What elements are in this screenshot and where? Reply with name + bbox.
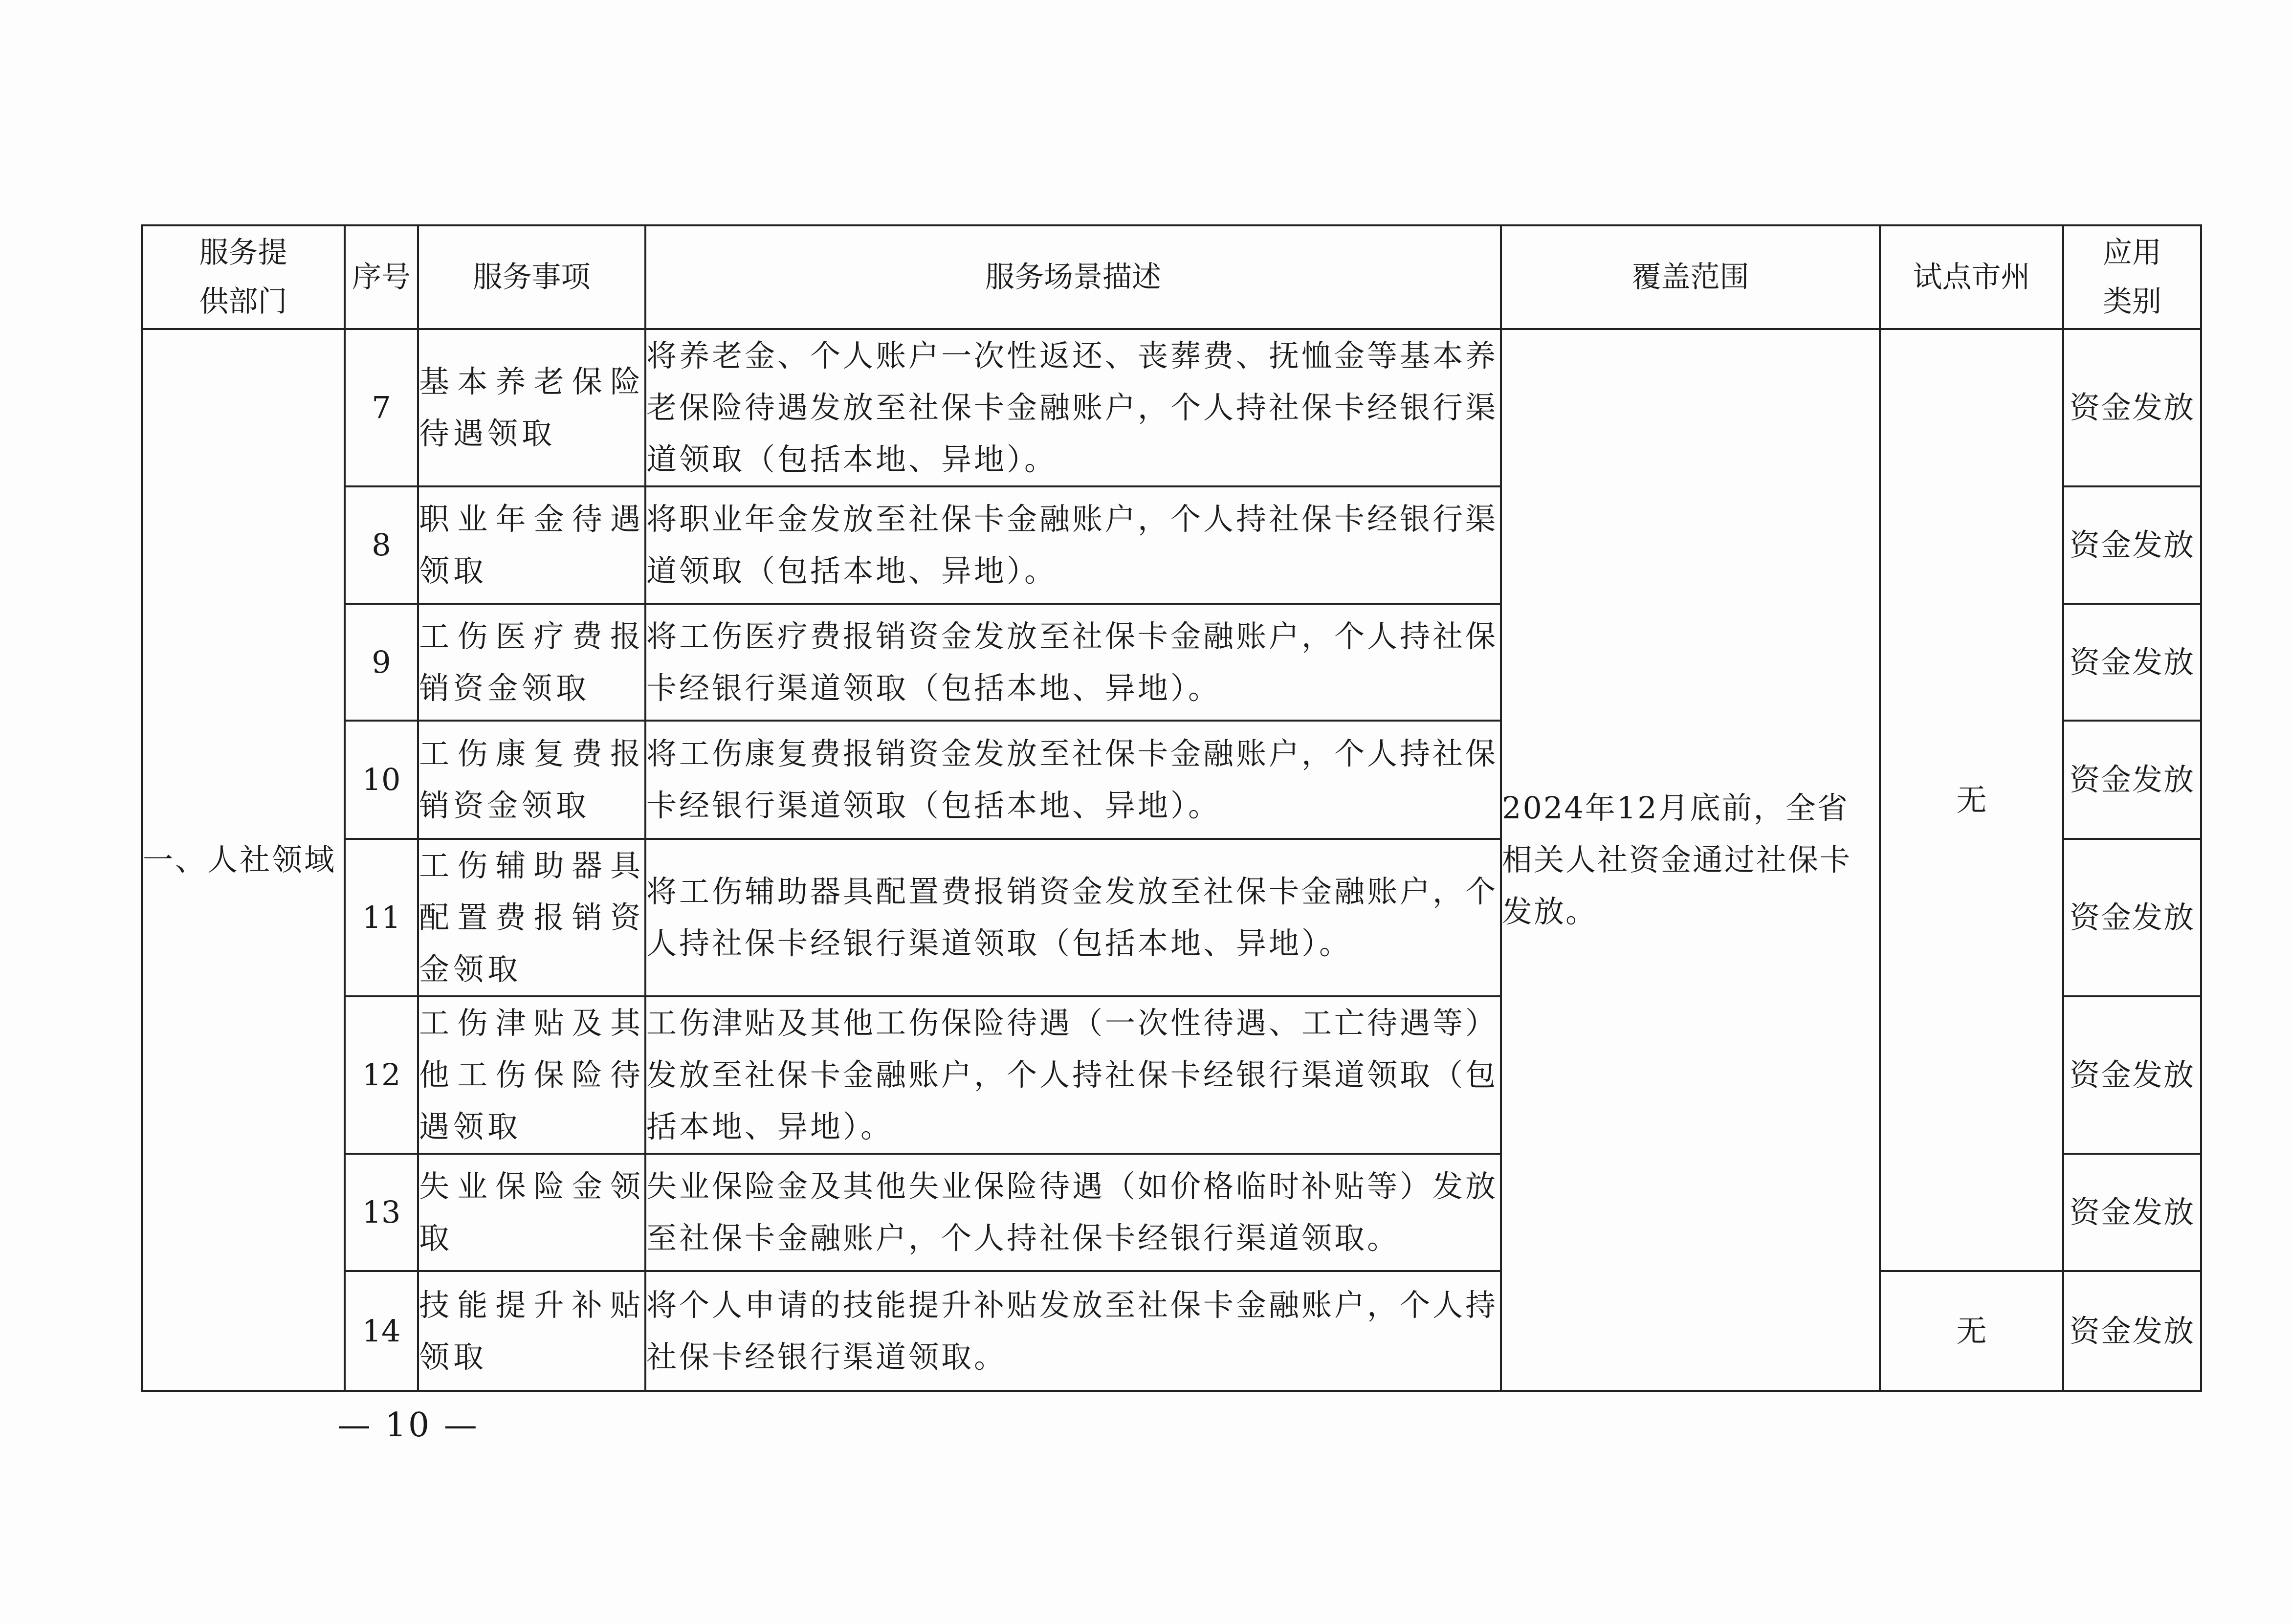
service-table (141, 224, 2202, 1392)
pilot-city-cell: 无 (1880, 1271, 2063, 1391)
seq-cell: 9 (345, 604, 418, 721)
header-seq: 序号 (345, 225, 418, 329)
description-cell: 将职业年金发放至社保卡金融账户，个人持社保卡经银行渠道领取（包括本地、异地）。 (645, 486, 1501, 604)
item-cell: 工伤辅助器具配置费报销资金领取 (418, 839, 645, 996)
category-cell: 资金发放 (2063, 604, 2201, 721)
seq-cell: 12 (345, 996, 418, 1154)
seq-cell: 11 (345, 839, 418, 996)
header-department: 服务提供部门 (142, 225, 345, 329)
category-cell: 资金发放 (2063, 839, 2201, 996)
coverage-cell: 2024年12月底前，全省相关人社资金通过社保卡发放。 (1501, 329, 1880, 1391)
description-cell: 失业保险金及其他失业保险待遇（如价格临时补贴等）发放至社保卡金融账户，个人持社保卡经银行渠道领取。 (645, 1154, 1501, 1271)
item-cell: 工伤康复费报销资金领取 (418, 721, 645, 839)
description-cell: 将养老金、个人账户一次性返还、丧葬费、抚恤金等基本养老保险待遇发放至社保卡金融账户，个人持社保卡经银行渠道领取（包括本地、异地）。 (645, 329, 1501, 486)
pilot-city-cell: 无 (1880, 329, 2063, 1271)
header-category: 应用类别 (2063, 225, 2201, 329)
description-cell: 将个人申请的技能提升补贴发放至社保卡金融账户，个人持社保卡经银行渠道领取。 (645, 1271, 1501, 1391)
description-cell: 将工伤医疗费报销资金发放至社保卡金融账户，个人持社保卡经银行渠道领取（包括本地、异地）。 (645, 604, 1501, 721)
item-cell: 技能提升补贴领取 (418, 1271, 645, 1391)
seq-cell: 7 (345, 329, 418, 486)
header-pilot-city: 试点市州 (1880, 225, 2063, 329)
header-coverage: 覆盖范围 (1501, 225, 1880, 329)
item-cell: 职业年金待遇领取 (418, 486, 645, 604)
header-item: 服务事项 (418, 225, 645, 329)
category-cell: 资金发放 (2063, 1154, 2201, 1271)
seq-cell: 13 (345, 1154, 418, 1271)
header-row (142, 225, 2201, 329)
table-row (142, 329, 2201, 486)
category-cell: 资金发放 (2063, 996, 2201, 1154)
description-cell: 将工伤康复费报销资金发放至社保卡金融账户，个人持社保卡经银行渠道领取（包括本地、异地）。 (645, 721, 1501, 839)
category-cell: 资金发放 (2063, 486, 2201, 604)
item-cell: 工伤医疗费报销资金领取 (418, 604, 645, 721)
category-cell: 资金发放 (2063, 329, 2201, 486)
seq-cell: 14 (345, 1271, 418, 1391)
header-description: 服务场景描述 (645, 225, 1501, 329)
seq-cell: 10 (345, 721, 418, 839)
table-row (142, 1271, 2201, 1391)
page-number: — 10 — (337, 1406, 479, 1445)
department-cell: 一、人社领域 (142, 329, 345, 1391)
description-cell: 将工伤辅助器具配置费报销资金发放至社保卡金融账户，个人持社保卡经银行渠道领取（包括本地、异地）。 (645, 839, 1501, 996)
category-cell: 资金发放 (2063, 721, 2201, 839)
item-cell: 失业保险金领取 (418, 1154, 645, 1271)
category-cell: 资金发放 (2063, 1271, 2201, 1391)
seq-cell: 8 (345, 486, 418, 604)
item-cell: 工伤津贴及其他工伤保险待遇领取 (418, 996, 645, 1154)
description-cell: 工伤津贴及其他工伤保险待遇（一次性待遇、工亡待遇等）发放至社保卡金融账户，个人持社保卡经银行渠道领取（包括本地、异地）。 (645, 996, 1501, 1154)
item-cell: 基本养老保险待遇领取 (418, 329, 645, 486)
